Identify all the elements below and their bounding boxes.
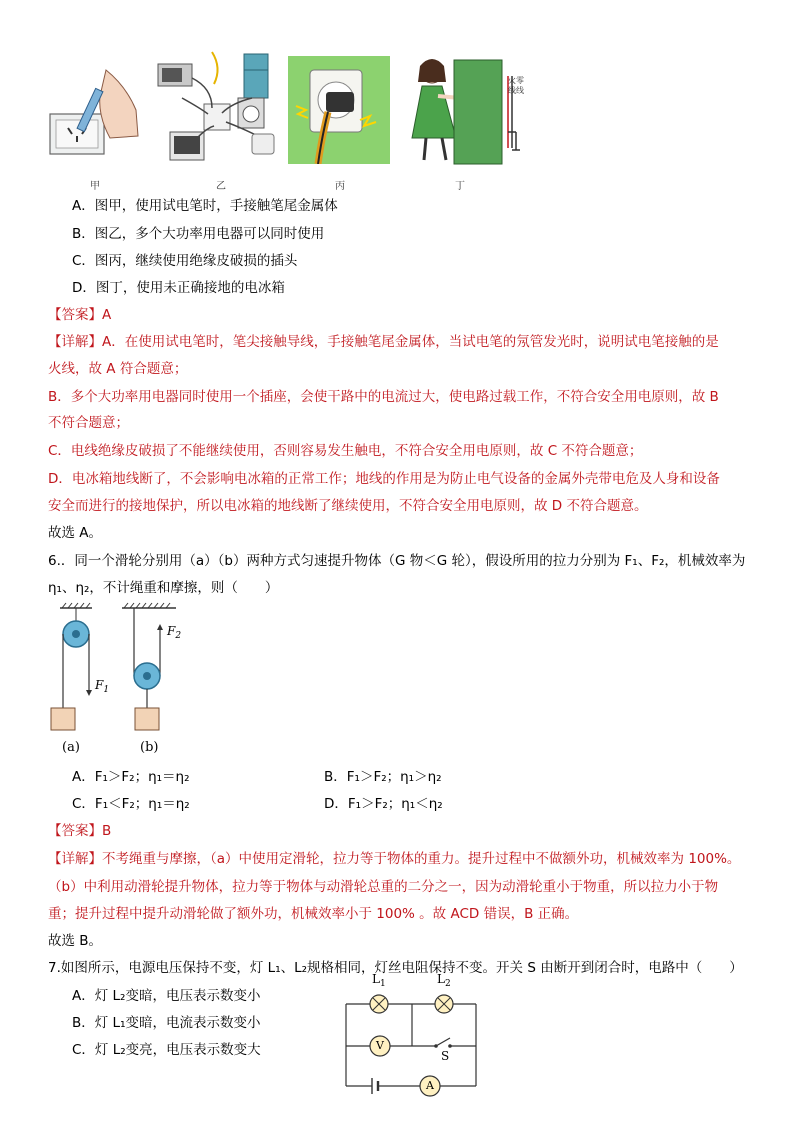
figure-ding	[404, 52, 530, 166]
circuit-label-l1-sub: 1	[379, 979, 386, 989]
q5-option-c: C．图丙，继续使用绝缘皮破损的插头	[72, 253, 298, 269]
circuit-label-l2-sub: 2	[444, 979, 451, 989]
caption-bing: 丙	[335, 181, 345, 192]
q6-option-b: B．F₁＞F₂；η₁＞η₂	[324, 769, 442, 785]
q7-option-c: C．灯 L₂变亮，电压表示数变大	[72, 1042, 261, 1058]
pulley-b-group	[122, 603, 176, 730]
label-f2-main: F	[167, 624, 176, 638]
pulley-figure	[40, 600, 200, 742]
q6-detail-text-1: 不考绳重与摩擦，（a）中使用定滑轮，拉力等于物体的重力。提升过程中不做额外功，机械效率为 100%。	[102, 851, 741, 867]
q5-detail-line-5: C．电线绝缘皮破损了不能继续使用，否则容易发生触电，不符合安全用电原则，故 C 不符合题意；	[48, 443, 643, 459]
figure-jia	[48, 66, 140, 158]
q5-detail-text-1: A．在使用试电笔时，笔尖接触导线，手接触笔尾金属体，当试电笔的氖管发光时，说明试电笔接触的是	[102, 334, 719, 350]
q5-detail-line-6: D．电冰箱地线断了，不会影响电冰箱的正常工作；地线的作用是为防止电气设备的金属外壳带电危及人身和设备	[48, 471, 720, 487]
q6-conclusion: 故选 B。	[48, 933, 103, 949]
figure-yi	[152, 48, 284, 166]
label-f2	[167, 624, 181, 641]
lamp-l2	[435, 995, 453, 1013]
caption-jia: 甲	[90, 181, 100, 192]
q5-detail-label: 【详解】	[48, 334, 102, 350]
label-f1-sub: 1	[103, 685, 110, 695]
q5-detail-line-7: 安全而进行的接地保护，所以电冰箱的地线断了继续使用，不符合安全用电原则，故 D 不符合题意。	[48, 498, 648, 514]
q5-answer-value: A	[102, 307, 112, 323]
fig-ding-wire-label: 火零线线	[508, 76, 524, 95]
q6-detail-line-2: （b）中利用动滑轮提升物体，拉力等于物体与动滑轮总重的二分之一，因为动滑轮重小于物重，所以拉力小于物	[48, 879, 719, 895]
q6-answer	[48, 821, 111, 841]
caption-yi: 乙	[216, 181, 226, 192]
label-f1-main: F	[95, 678, 104, 692]
q6-option-c: C．F₁＜F₂；η₁＝η₂	[72, 796, 190, 812]
q6-answer-value: B	[102, 823, 112, 839]
q7-stem: 7.如图所示，电源电压保持不变，灯 L₁、L₂规格相同，灯丝电阻保持不变。开关 S 由断开到闭合时，电路中（ ）	[48, 960, 743, 976]
q5-detail-line-3: B．多个大功率用电器同时使用一个插座，会使干路中的电流过大，使电路过载工作，不符合安全用电原则，故 B	[48, 389, 719, 405]
q6-option-a: A．F₁＞F₂；η₁＝η₂	[72, 769, 190, 785]
q5-option-d: D．图丁，使用未正确接地的电冰箱	[72, 280, 285, 296]
label-a: (a)	[62, 740, 80, 755]
circuit-label-v: V	[376, 1039, 384, 1052]
q6-answer-label: 【答案】	[48, 823, 102, 839]
q6-detail-label: 【详解】	[48, 851, 102, 867]
q5-detail-line-1	[48, 332, 719, 352]
q6-stem-line-2: η₁、η₂，不计绳重和摩擦，则（ ）	[48, 580, 279, 596]
q6-detail-line-3: 重；提升过程中提升动滑轮做了额外功，机械效率小于 100% 。故 ACD 错误，B 正确。	[48, 906, 579, 922]
circuit-label-l1	[372, 972, 386, 989]
circuit-label-l2-main: L	[437, 972, 445, 986]
circuit-label-l2	[437, 972, 451, 989]
q6-detail-line-1	[48, 849, 740, 869]
label-f2-sub: 2	[175, 631, 182, 641]
q5-answer	[48, 305, 111, 325]
q5-answer-label: 【答案】	[48, 307, 102, 323]
caption-ding: 丁	[455, 181, 465, 192]
q7-option-a: A．灯 L₂变暗，电压表示数变小	[72, 988, 261, 1004]
q5-conclusion: 故选 A。	[48, 525, 103, 541]
q5-option-b: B．图乙，多个大功率用电器可以同时使用	[72, 226, 325, 242]
q7-option-b: B．灯 L₁变暗，电流表示数变小	[72, 1015, 261, 1031]
q5-detail-line-4: 不符合题意；	[48, 415, 129, 431]
circuit-label-s: S	[441, 1049, 450, 1063]
q5-option-a: A．图甲，使用试电笔时，手接触笔尾金属体	[72, 198, 338, 214]
label-f1	[95, 678, 109, 695]
label-b: (b)	[140, 740, 159, 755]
q5-detail-line-2: 火线，故 A 符合题意；	[48, 361, 188, 377]
figure-bing	[288, 56, 390, 164]
q6-stem-line-1: 6.．同一个滑轮分别用（a）（b）两种方式匀速提升物体（G 物＜G 轮），假设所用的拉力分别为 F₁、F₂，机械效率为	[48, 553, 746, 569]
circuit-label-a: A	[426, 1079, 434, 1092]
q6-option-d: D．F₁＞F₂；η₁＜η₂	[324, 796, 443, 812]
lamp-l1	[370, 995, 388, 1013]
circuit-diagram	[336, 972, 486, 1100]
pulley-a-group	[51, 603, 92, 730]
circuit-label-l1-main: L	[372, 972, 380, 986]
